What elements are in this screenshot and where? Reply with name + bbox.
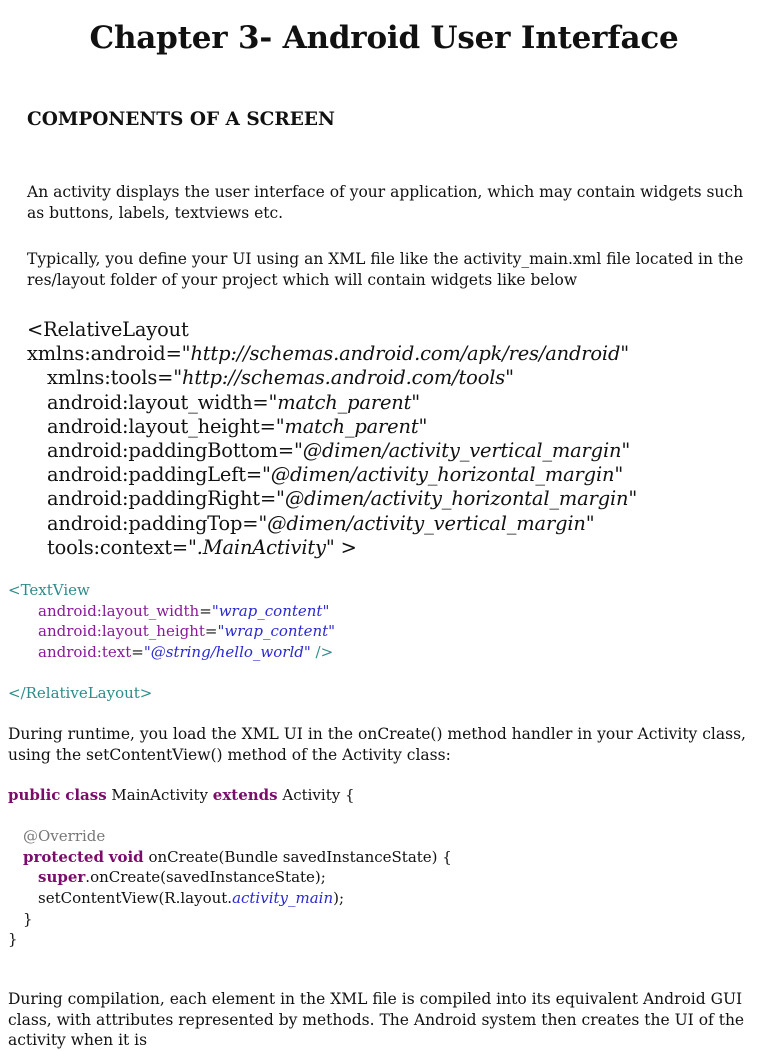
xml-attribute-line: android:paddingBottom="@dimen/activity_vertical_margin" <box>47 439 631 463</box>
paragraph-compilation: During compilation, each element in the XML file is compiled into its equivalent Android GUI class, with attributes represented by methods. The Android system then creates the UI of the activity when it is <box>8 990 745 1049</box>
relative-layout-close-tag: </RelativeLayout> <box>8 683 153 702</box>
xml-attribute-line: android:layout_height="wrap_content" <box>38 622 336 641</box>
override-annotation: @Override <box>23 827 106 846</box>
xml-attribute-line: android:layout_width="wrap_content" <box>38 601 330 620</box>
super-call-line: super.onCreate(savedInstanceState); <box>38 868 326 887</box>
relative-layout-snippet <box>27 318 637 560</box>
paragraph-xml-definition: Typically, you define your UI using an XML file like the activity_main.xml file located in the res/layout folder of your project which will contain widgets like below <box>27 250 744 289</box>
xml-attribute-line: xmlns:android="http://schemas.android.com/apk/res/android" <box>27 342 629 366</box>
relative-layout-open-tag: <RelativeLayout <box>27 318 189 341</box>
method-closing-brace: } <box>23 909 33 928</box>
class-closing-brace: } <box>8 930 18 949</box>
xml-attribute-line: android:paddingTop="@dimen/activity_vertical_margin" <box>47 511 595 535</box>
xml-attribute-line: android:layout_height="match_parent" <box>47 414 428 438</box>
page-title: Chapter 3- Android User Interface <box>89 20 679 56</box>
textview-open-tag: <TextView <box>8 581 90 599</box>
xml-attribute-line: android:text="@string/hello_world" /> <box>38 642 334 661</box>
section-heading: COMPONENTS OF A SCREEN <box>27 109 335 130</box>
paragraph-activity-intro: An activity displays the user interface of your application, which may contain widgets such as buttons, labels, textviews etc. <box>27 183 744 222</box>
java-code-snippet <box>8 785 452 950</box>
xml-attribute-line: tools:context=".MainActivity" > <box>47 535 357 559</box>
xml-attribute-line: xmlns:tools="http://schemas.android.com/tools" <box>47 366 514 390</box>
textview-snippet <box>8 580 335 704</box>
xml-attribute-line: android:layout_width="match_parent" <box>47 390 421 414</box>
class-declaration-line: public class MainActivity extends Activity { <box>8 786 355 804</box>
method-declaration-line: protected void onCreate(Bundle savedInstanceState) { <box>23 847 452 866</box>
set-content-view-line: setContentView(R.layout.activity_main); <box>38 888 345 907</box>
paragraph-runtime: During runtime, you load the XML UI in the onCreate() method handler in your Activity class, using the setContentView() method of the Activity class: <box>8 725 746 764</box>
xml-attribute-line: android:paddingLeft="@dimen/activity_horizontal_margin" <box>47 463 624 487</box>
xml-attribute-line: android:paddingRight="@dimen/activity_horizontal_margin" <box>47 487 638 511</box>
